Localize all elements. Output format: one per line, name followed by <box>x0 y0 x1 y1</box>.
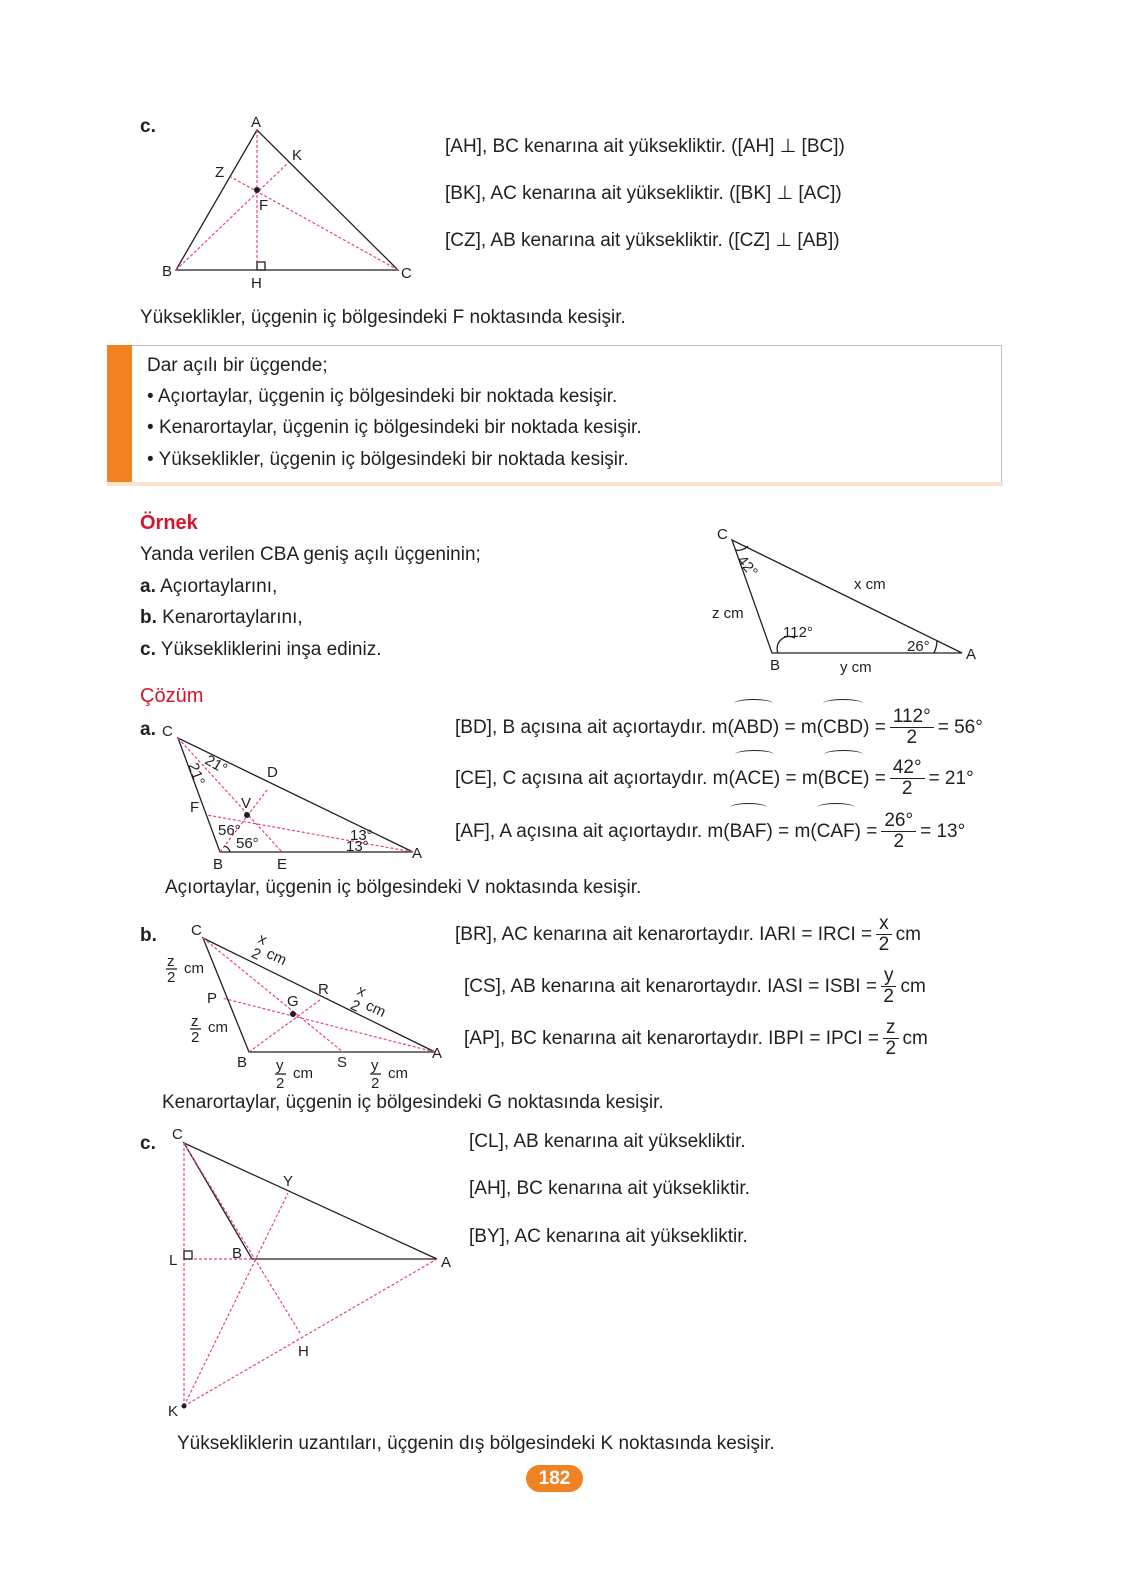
info-box-item-text: Yükseklikler, üçgenin iç bölgesindeki bir noktada kesişir. <box>158 449 629 470</box>
task-text: Açıortaylarını, <box>155 576 278 597</box>
example-intro: Yanda verilen CBA geniş açılı üçgeninin; <box>140 544 481 565</box>
text-label: C <box>191 922 202 939</box>
text-label: CBD <box>823 706 863 750</box>
part-label: a. <box>140 719 156 740</box>
text-label: A <box>432 1045 443 1062</box>
text-label: 13° <box>350 827 373 844</box>
right-angle-mark <box>184 1251 192 1259</box>
text-label: = 13° <box>920 821 966 842</box>
point-v <box>244 812 250 818</box>
altitude-statement: [AH], BC kenarına ait yüksekliktir. <box>469 1178 750 1199</box>
text-label: A <box>966 646 977 663</box>
text-label: z <box>883 1018 899 1039</box>
text-label: ) = <box>854 821 878 842</box>
text-label: x cm <box>854 576 886 593</box>
text-label: cm <box>363 997 389 1021</box>
text-label: CAF <box>817 810 855 854</box>
altitude-bk <box>176 162 289 270</box>
text-label: [AP], BC kenarına ait kenarortaydır. IBPI = IPCI = <box>464 1028 880 1049</box>
text-label: A <box>441 1254 452 1271</box>
text-label: P <box>207 990 218 1007</box>
text-label: ) = m( <box>766 821 817 842</box>
example-heading: Örnek <box>140 512 198 534</box>
text-label: = 56° <box>937 717 983 738</box>
label-h: H <box>251 275 262 292</box>
text-label: 42° <box>890 758 925 779</box>
task-text: Kenarortaylarını, <box>156 607 303 628</box>
text-label: cm <box>902 1028 928 1049</box>
info-box-item: • Yükseklikler, üçgenin iç bölgesindeki bir noktada kesişir. <box>147 449 629 470</box>
text-label: z cm <box>712 605 744 622</box>
text-label: cm <box>895 924 921 945</box>
angle-bisectors-figure <box>162 723 422 873</box>
altitude-statement: [BK], AC kenarına ait yüksekliktir. ([BK] ⊥ [AC]) <box>445 183 842 204</box>
text-label: 2 <box>276 1075 285 1092</box>
text-label: cm <box>900 976 926 997</box>
text-label: B <box>232 1245 243 1262</box>
text-label: = 21° <box>928 768 974 789</box>
text-label: 2 <box>371 1075 380 1092</box>
altitude-statement: [BY], AC kenarına ait yüksekliktir. <box>469 1226 748 1247</box>
text-label: y cm <box>840 659 872 676</box>
triangle-cba <box>732 540 962 653</box>
text-label: B <box>770 657 781 674</box>
acute-triangle-altitudes-figure <box>162 114 412 292</box>
figure-mark <box>224 846 230 852</box>
label-b: B <box>162 263 173 280</box>
text-label: D <box>267 764 278 781</box>
text-label: cm <box>388 1065 408 1082</box>
text-label: R <box>318 981 329 998</box>
text-label: 26° <box>881 811 916 832</box>
info-box-item: • Açıortaylar, üçgenin iç bölgesindeki bir noktada kesişir. <box>147 386 618 407</box>
construction-line <box>222 998 435 1052</box>
text-label: [CE], C açısına ait açıortaydır. m( <box>455 768 735 789</box>
text-label: 112° <box>783 624 813 641</box>
text-label: x <box>876 914 892 935</box>
figure-mark <box>249 930 294 974</box>
text-label: L <box>169 1252 178 1269</box>
text-label: cm <box>263 945 290 970</box>
text-label: 2 <box>906 727 918 749</box>
text-label: ) = <box>863 717 886 738</box>
construction-line <box>184 1259 437 1406</box>
text-label: 21° <box>202 751 231 778</box>
text-label: H <box>298 1343 309 1360</box>
text-label: 2 <box>885 1038 897 1060</box>
text-label: ABD <box>734 706 773 750</box>
task-label: b. <box>140 607 157 628</box>
text-label: [BD], B açısına ait açıortaydır. m( <box>455 717 734 738</box>
right-angle-mark <box>257 262 265 270</box>
text-label: cm <box>293 1065 313 1082</box>
altitude-statement: [CZ], AB kenarına ait yüksekliktir. ([CZ] ⊥ [AB]) <box>445 230 840 251</box>
conclusion-text: Açıortaylar, üçgenin iç bölgesindeki V noktasında kesişir. <box>165 877 642 898</box>
obtuse-altitudes-figure <box>168 1126 451 1420</box>
part-label: b. <box>140 925 157 946</box>
text-label: 2 <box>878 934 890 956</box>
text-label: ) = m( <box>772 717 823 738</box>
text-label: y <box>371 1057 379 1074</box>
text-label: ) = <box>863 768 886 789</box>
text-label: 2 <box>883 986 894 1008</box>
text-label: C <box>717 526 728 543</box>
info-box-item-text: Açıortaylar, üçgenin iç bölgesindeki bir noktada kesişir. <box>157 386 618 407</box>
text-label: 56° <box>236 835 259 852</box>
text-label: V <box>241 795 252 812</box>
text-label: 2 <box>347 996 363 1016</box>
text-label: 26° <box>907 638 930 655</box>
task-label: c. <box>140 639 156 660</box>
text-label: C <box>162 723 173 740</box>
label-z: Z <box>215 164 225 181</box>
text-label: 2 <box>248 944 264 964</box>
text-label: G <box>287 993 299 1010</box>
text-label: C <box>172 1126 183 1143</box>
text-label: y <box>276 1057 284 1074</box>
text-label: z <box>191 1013 199 1030</box>
conclusion-text: Yükseklikler, üçgenin iç bölgesindeki F noktasında kesişir. <box>140 307 626 328</box>
text-label: F <box>190 799 200 816</box>
task-text: Yüksekliklerini inşa ediniz. <box>155 639 382 660</box>
point-f <box>254 187 260 193</box>
triangle-abc <box>176 130 398 270</box>
text-label: x <box>354 982 369 1001</box>
text-label: Y <box>283 1173 294 1190</box>
label-f: F <box>259 197 269 214</box>
page-number: 182 <box>526 1465 583 1492</box>
text-label: B <box>237 1054 248 1071</box>
text-label: 21° <box>184 760 208 788</box>
text-label: BCE <box>824 757 863 801</box>
example-triangle-figure <box>712 526 976 676</box>
part-label: c. <box>140 1133 156 1154</box>
label-c: C <box>401 265 412 282</box>
point-k <box>182 1404 187 1409</box>
text-label: 112° <box>890 707 934 728</box>
text-label: 2 <box>893 831 905 853</box>
label-a: A <box>251 114 262 131</box>
text-label: B <box>213 856 224 873</box>
info-box-title: Dar açılı bir üçgende; <box>147 355 328 376</box>
text-label: A <box>412 845 423 862</box>
text-label: 2 <box>191 1029 200 1046</box>
text-label: y <box>881 966 897 987</box>
text-label: [CS], AB kenarına ait kenarortaydır. IASI = ISBI = <box>464 976 877 997</box>
figure-mark <box>934 640 937 653</box>
text-label: cm <box>184 960 204 977</box>
text-label: E <box>277 856 288 873</box>
solution-heading: Çözüm <box>140 685 204 707</box>
info-box-item: • Kenarortaylar, üçgenin iç bölgesindeki bir noktada kesişir. <box>147 417 642 438</box>
construction-line <box>184 1193 288 1406</box>
altitude-statement: [AH], BC kenarına ait yüksekliktir. ([AH] ⊥ [BC]) <box>445 136 845 157</box>
info-box-item-text: Kenarortaylar, üçgenin iç bölgesindeki bir noktada kesişir. <box>158 417 642 438</box>
medians-figure <box>166 922 442 1092</box>
text-label: 56° <box>218 822 241 839</box>
text-label: 2 <box>901 778 913 800</box>
altitude-statement: [CL], AB kenarına ait yüksekliktir. <box>469 1131 746 1152</box>
text-label: ) = m( <box>773 768 825 789</box>
conclusion-text: Yüksekliklerin uzantıları, üçgenin dış bölgesindeki K noktasında kesişir. <box>177 1433 775 1454</box>
text-label: BAF <box>730 810 767 854</box>
text-label: ACE <box>735 757 774 801</box>
text-label: [AF], A açısına ait açıortaydır. m( <box>455 821 730 842</box>
task-label: a. <box>140 576 156 597</box>
text-label: 2 <box>167 969 176 986</box>
text-label: 42° <box>733 552 761 581</box>
triangle-cba <box>184 1143 437 1259</box>
text-label: x <box>255 930 270 949</box>
point-g <box>290 1011 296 1017</box>
part-label: c. <box>140 116 156 137</box>
text-label: cm <box>208 1019 228 1036</box>
text-label: z <box>167 953 175 970</box>
conclusion-text: Kenarortaylar, üçgenin iç bölgesindeki G noktasında kesişir. <box>162 1092 664 1113</box>
label-k: K <box>292 147 303 164</box>
text-label: 13° <box>346 838 369 855</box>
text-label: K <box>168 1403 179 1420</box>
text-label: [BR], AC kenarına ait kenarortaydır. IARI = IRCI = <box>455 924 873 945</box>
text-label: S <box>337 1054 348 1071</box>
